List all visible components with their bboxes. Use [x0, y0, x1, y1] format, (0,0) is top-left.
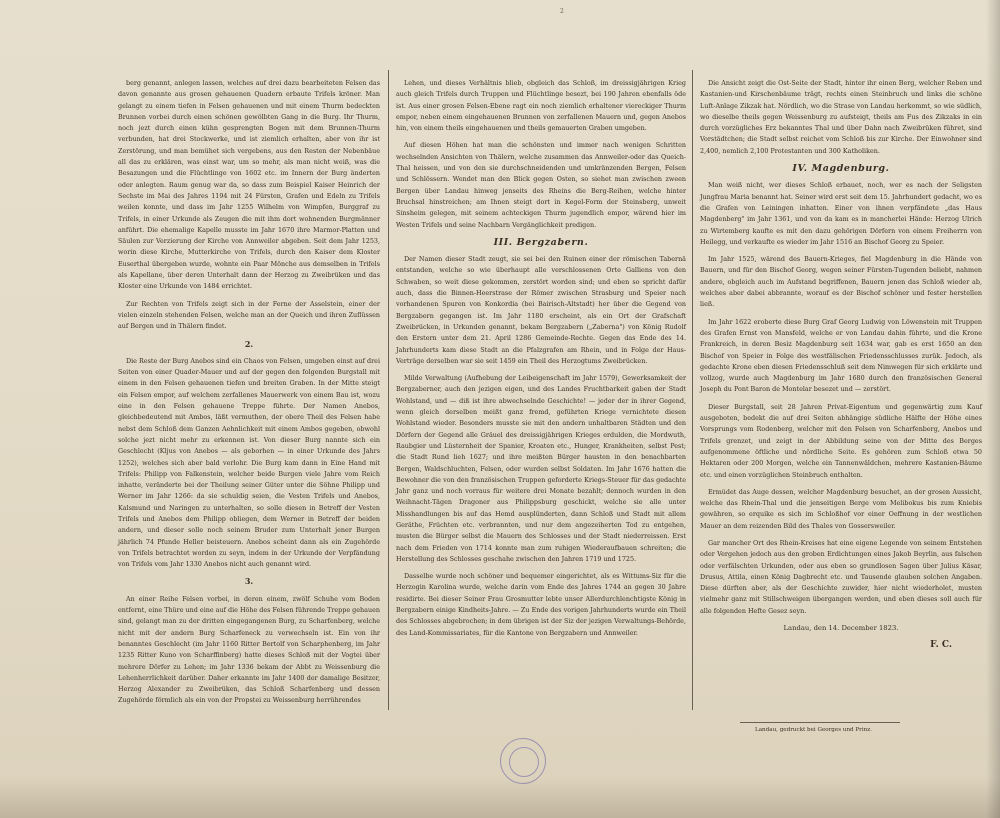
paragraph: Lehen, und dieses Verhältnis blieb, obgleich das Schloß, im dreissigjährigen Krieg auch gleich Trifels durch Truppen und Flüchtlinge besezt, bei 190 Jahren ebenfalls öde ist. Aus einer grosen Felsen-Ebene ragt ein noch ziemlich erhaltener viereckiger Thurm empor, neben einem eingehauenen Brunnen von zerfallenen Mauern und, gegen Anebos hin, von einem theils eingehauenen und theils gemauerten Graben umgeben.: [396, 79, 686, 133]
paragraph: Der Namen dieser Stadt zeugt, sie sei bei den Ruinen einer der römischen Tabernä entstanden, welche so wie überhaupt alle verschlossenen Orte Galliens von den Schwaben, so weit diese gekommen, zerstört worden sind; und eben so spricht dafür auch, dass die Binnen-Heerstrase der Römer zwischen Strasburg und Speier nach vorhandenen Spuren von Konkordia (bei Bairisch-Altstadt) her über die Gegend von Bergzabern gegangen ist. Im Jahr 1180 erscheint, als ein Ort der Grafschaft Zweibrücken, in Urkunden genannt, bekam Bergzabern („Zaberna") von König Rudolf den Erstern unter dem 21. April 1286 Gemeinde-Rechte. Gegen das Ende des 14. Jahrhunderts kam diese Stadt an die Pfalzgrafen am Rhein, und in Folge der Haus-Verträge derselben war sie seit 1459 ein Theil des Herzogtums Zweibrücken.: [396, 255, 686, 365]
section-heading-bergzabern: III. Bergzabern.: [493, 236, 589, 248]
paragraph: Im Jahr 1525, wärend des Bauern-Krieges, fiel Magdenburg in die Hände von Bauern, und für den Bischof Georg, wegen seiner Fürsten-Tugenden beliebt, nahmen andere, obgleich auch im Aufstand begriffenen, Bauern jenen das Schloß wieder ab, welches aber dabei abbrannte, worauf es der Bischof schöner und fester herstellen ließ.: [700, 255, 982, 309]
page-bottom-shadow: [0, 778, 1000, 818]
column-2: [396, 78, 686, 645]
place-date-signoff: Landau, den 14. December 1823.: [783, 624, 899, 633]
column-3: [700, 78, 982, 658]
author-initials: F. C.: [930, 640, 952, 651]
column-1: [118, 78, 380, 713]
paragraph: Dasselbe wurde noch schöner und bequemer eingerichtet, als es Wittums-Siz für die Herzogin Karolina wurde, welche darin vom Ende des Jahres 1744 an gegen 30 Jahre residirte. Bei dieser Seiner Frau Grosmutter lebte unser Allerdurchlenchtigste König in Bergzabern einige Kindheits-Jahre. — Zu Ende des vorigen Jahrhunderts wurde ein Theil des Schlosses abgebrochen; in dem übrigen ist der Siz der jezigen Verwaltungs-Behörde, des Land-Kommissariates, für die Kantone von Bergzabern und Annweiler.: [396, 572, 686, 637]
paragraph: berg genannt, anlegen lassen, welches auf drei dazu bearbeiteten Felsen das davon genannte aus grosen gehauenen Quadern erbaute Trifels kröner. Man gelangt zu einem tiefen in Felsen gehauenen und mit einem Thurm bedeckten Brunnen vorbei durch einen schönen gewölbten Gang in die Burg. Ihr Thurm, noch jezt durch einen kühn gesprengten Bogen mit dem Brunnen-Thurm verbunden, hat drei Stockwerke, und ist ziemlich erhalten, aber von ihr ist Zerstörung, und man bemühet sich vergebens, aus den Resten der Nebenbäue all das zu erklären, was einst war, um so mehr, als man nicht weiß, was die Besazungen und die Flüchtlinge von 1602 etc. im Innern der Burg änderten oder anlegten. Raum genug war da, so dass zum Beispiel Kaiser Heinrich der Sechste im Mai des Jahres 1194 mit 24 Fürsten, Grafen und Edeln zu Trifels weilen konnte, und dass im Jahr 1255 Wilhelm von Wimpfen, Burggraf zu Trifels, in einer Urkunde als Zeugen die mit ihm dort wohnenden Burgmänner anführt. Die ehemalige Kapelle musste im Jahr 1670 ihre Marmor-Platten und Säulen zur Verzierung der Kirche von Annweiler abgeben. Seit dem Jahr 1253, worin diese Kirche, Mutterkirche von Trifels, durch den Kaiser dem Kloster Euserthal übergeben wurde, wohnte ein Paar Mönche aus demselben in Trifels als Kapellane, über deren Unterhalt dann der Herzog zu Zweibrüken und das Kloster eine Urkunde von 1484 errichtet.: [118, 79, 380, 291]
paragraph: Die Reste der Burg Anebos sind ein Chaos von Felsen, umgeben einst auf drei Seiten von einer Quader-Mauer und auf der gegen den folgenden Burgstall mit einem in den Felsen gehauenen tiefen und breiten Graben. In der Mitte steigt ein Felsen empor, auf welchem zerfallenes Mauerwerk von einem Bau ist, wozu eine in den Felsen gehauene Treppe führte. Der Namen Anebos, gleichbedeutend mit Ambos, läßt vermuthen, der obere Theil des Felsen habe nebst dem Schloß dem Ganzen Aehnlichkeit mit einem Ambos gegeben, obwohl solche jezt nicht mehr zu erkennen ist. Von dieser Burg nannte sich ein Geschlecht (Kljus von Anebos — als geborhen — in einer Urkunde des Jahrs 1252), welches sich aber bald verlohr. Die Burg kam dann in Eine Hand mit Trifels: Philipp von Falkenstein, welcher beide Burgen viele Jahre vom Reich inhatte, veränderte bei der Theilung seiner Güter unter die Söhne Philipp und Werner im Jahr 1266: da sie schuldig seien, die Vesten Trifels und Anebos, Kalsmund und Naringen zu unterhalten, so solle diesen in Betreff der Vesten Trifels und Anebos dem Philipp obliegen, dem Werner in Betreff der beiden andern, und dieser solle noch seinem Bruder zum Unterhalt jener Burgen jährlich 74 Pfunde Heller beisteuern. Anebos scheint dann als ein Zugehörde von Trifels betrachtet worden zu seyn, indem in der Urkunde der Verpfändung von Trifels vom Jahr 1330 Anebos nicht auch genannt wird.: [118, 356, 380, 569]
paragraph: Dieser Burgstall, seit 28 Jahren Privat-Eigentum und gegenwärtig zum Kauf ausgeboten, bedekt die auf drei Seiten abhängige südliche Hälfte der Höhe eines Vorsprungs vom Rodenberg, welcher mit den Felsen von Scharfenberg, Anebos und Trifels grenzet, und zeigt in der Abbildung seine von der Mitte des Berges aufgenommene öftliche und nördliche Seite. Es gehören zum Schloß etwa 50 Hektaren oder 200 Morgen, welche ein Tannenwäldchen, mehrere Kastanien-Bäume etc. und einen vorzüglichen Steinbruch enthalten.: [700, 402, 982, 479]
section-number: 3.: [244, 576, 254, 587]
paragraph: Im Jahr 1622 eroberte diese Burg Graf Georg Ludwig von Löwenstein mit Truppen des Grafen Ernst von Mansfeld, welche er von Landau dahin führte, und die Krone Frankreich, in deren Besiz Magdenburg seit 1634 war, gab es erst 1650 an den Bischof von Speier in Folge des westfälischen Friedensschlusses zurük. Jedoch, als gedachte Krone eben diesen Friedensschluß seit dem Nimwegen für sich erklärte und vollzog, wurde auch Magdenburg im Jahr 1680 durch den französischen General Joseph du Pont Baron de Montelar besezet und — zerstört.: [700, 317, 982, 394]
page-edge-shadow: [986, 0, 1000, 818]
section-number: 2.: [244, 338, 254, 349]
paragraph: Milde Verwaltung (Aufhebung der Leibeigenschaft im Jahr 1579), Gewerksamkeit der Bergzaberner, auch den jezigen eigen, und des Landes Fruchtbarkeit gaben der Stadt Wohlstand, und — diß ist ihre abwechselnde Geschichte! — jeder der in ihrer Gegend, wenn gleich derselben meißt ganz fremd, geführten Kriege vernichtete diesen Wohlstand wieder. Besonders musste sie mit den andern unhaltbaren Städten und den Dörfern der Gegend alle Gräuel des dreissigjährigen Krieges erdulden, die Mordwuth, Raubgier und Lüsternheit der Spanier, Kroaten etc., Hunger, Krankheiten, selbst Pest; die Stadt Rund lieh 1627; und ihre meißten Bürger hausten in den benachbarten Bergen, Waldschluchten, Felsen, oder wurden selbst Soldaten. Im Jahr 1676 hatten die Bewohner die von den französischen Truppen geforderte Kriegs-Steuer für das gedachte Jahr ganz und noch vorraus für weitere drei Monate bezahlt; dennoch wurden in den Weihnacht-Tägen Dragoner aus Philippsburg geschickt, welche sie alle unter Misshandlungen bis auf das Hemd ausplünderten, dann Schloß und Stadt mit allem Geräthe, Früchten etc. verbrannten, und nur dem angezeiherten Tod zu entgehen, musten die Bürger selbst die Mauern des Schlosses und der Stadt niederreissen. Erst nach dem Frieden von 1714 konnte man zum ruhigen Wiederaufbauen schreiten; die Herstellung des Schlosses geschahe zwischen den Jahren 1719 und 1725.: [396, 374, 686, 563]
paragraph: Zur Rechten von Trifels zeigt sich in der Ferne der Asselstein, einer der vielen einzeln stehenden Felsen, welche man an der Queich und ihren Zuflüssen auf Bergen und in Thälern findet.: [118, 299, 380, 331]
section-heading-magdenburg: IV. Magdenburg.: [792, 163, 890, 175]
paragraph: Ermüdet das Auge dessen, welcher Magdenburg besuchet, an der grosen Aussicht, welche das Rhein-Thal und die jenseitigen Berge vom Melibokus bis zum Kniebis gewähren, so erquike es sich im Schloßhof vor einer Oeffnung in der westlichen Mauer an dem reizenden Bild des Thales von Gossersweiler.: [700, 487, 982, 530]
page-mark: 2: [560, 8, 564, 15]
paragraph: Die Ansicht zeigt die Ost-Seite der Stadt, hinter ihr einen Berg, welcher Reben und Kastanien-und Kirschenbäume trägt, rechts einen Steinbruch und links die schöne Luft-Anlage Zikzak hat. Nördlich, wo die Strase von Landau herkommt, so wie südlich, wo dieselbe theils gegen Weissenburg zu aufsteigt, theils am Fus des Zikzaks in ein durch vorzügliches Erz bekanntes Thal und über Dahn nach Zweibrüken führet, sind Vorstädtchen; die Stadt selbst reichet vom Schloß bis zur Kirche. Der Einwohner sind 2,400, nemlich 2,100 Protestanten und 300 Katholiken.: [700, 79, 982, 155]
paragraph: Auf diesen Höhen hat man die schönsten und immer nach wenigen Schritten wechselnden Ansichten von Thälern, welche zusammen das Annweiler-oder das Queich-Thal heissen, und von den sie durchschneidenden und umkränzenden Bergen, Felsen und Schlössern. Wendet man den Blick gegen Osten, so siehet man zwischen zween Bergen über Landau hinweg jenseits des Rheins die Berg-Reihen, welche hinter Bruchsal hinstreichen; am Ihnen steigt dort in Kegel-Form der Steinsberg, unweit Sinsheim gelegen, mit seinem achteckigen Thurm jugendlich empor, wärend hier im Westen Trifels und seine Nachbarn Vergänglichkeit predigen.: [396, 141, 686, 229]
library-stamp-inner: [509, 747, 539, 777]
paragraph: Man weiß nicht, wer dieses Schloß erbauet, noch, wer es nach der Seligsten Jungfrau Maria benannt hat. Seiner wird erst seit dem 15. Jahrhundert gedacht, wo es die Grafen von Leiningen inhatten. Einer von ihnen verpfändete „das Haus Magdenberg" im Jahr 1361, und von da kam es in mancherlei Hände: Herzog Ulrich zu Wirtemberg kaufte es mit den dazu gehörigen Dörfern von einem Freiherrn von Heilegg, und verkaufte es wieder im Jahr 1516 an Bischof Georg zu Speier.: [700, 181, 982, 246]
library-stamp: [500, 738, 546, 784]
printer-imprint: Landau, gedruckt bei Georges und Prinz.: [755, 727, 872, 733]
paragraph: Gar mancher Ort des Rhein-Kreises hat eine eigene Legende von seinem Entstehen oder Vergehen jedoch aus den groben Erdichtungen eines Jakob Beyrlin, aus falschen oder verfälschten Urkunden, oder aus eben so grundlosen Sagen über Julius Käsar, Drusus, Attila, einen König Dagbrecht etc. und Tausende glauben solchen Angaben. Diese dürften aber, als der Geschichte zuwider, hier nicht wiederholet, musten vielmehr ganz mit Stillschweigen übergangen werden, und eben dieses soll auch für alle folgenden Hefte Gesez seyn.: [700, 538, 982, 615]
column-divider-2: [692, 70, 693, 710]
paragraph: An einer Reihe Felsen vorbei, in deren einem, zwölf Schuhe vom Boden entfernt, eine Thüre und eine auf die Höhe des Felsen führende Treppe gehauen sind, gelangt man zu der dritten eingegangenen Burg, zu Scharfenberg, welche nicht mit der andern Burg Scharfeneck zu verwechseln ist. Ein von ihr benanntes Geschlecht (im Jahr 1160 Ritter Bertolf von Scharphenberg, im Jahr 1235 Ritter Kuno von Scharffinberg) hatte dieses Schloß mit der Vogtei über mehrere Dörfer zu Lehen; im Jahr 1336 bekam der Abbt zu Weissenburg die Lehenherrlichkeit darüber. Daher erkannte im Jahr 1400 der damalige Besitzer, Herzog Alexander zu Zweibrüken, das Schloß Scharfenberg und dessen Zugehörde förmlich als ein von der Propstei zu Weissenburg herrührendes: [118, 594, 380, 705]
printer-rule: [740, 722, 900, 723]
column-divider-1: [388, 70, 389, 710]
